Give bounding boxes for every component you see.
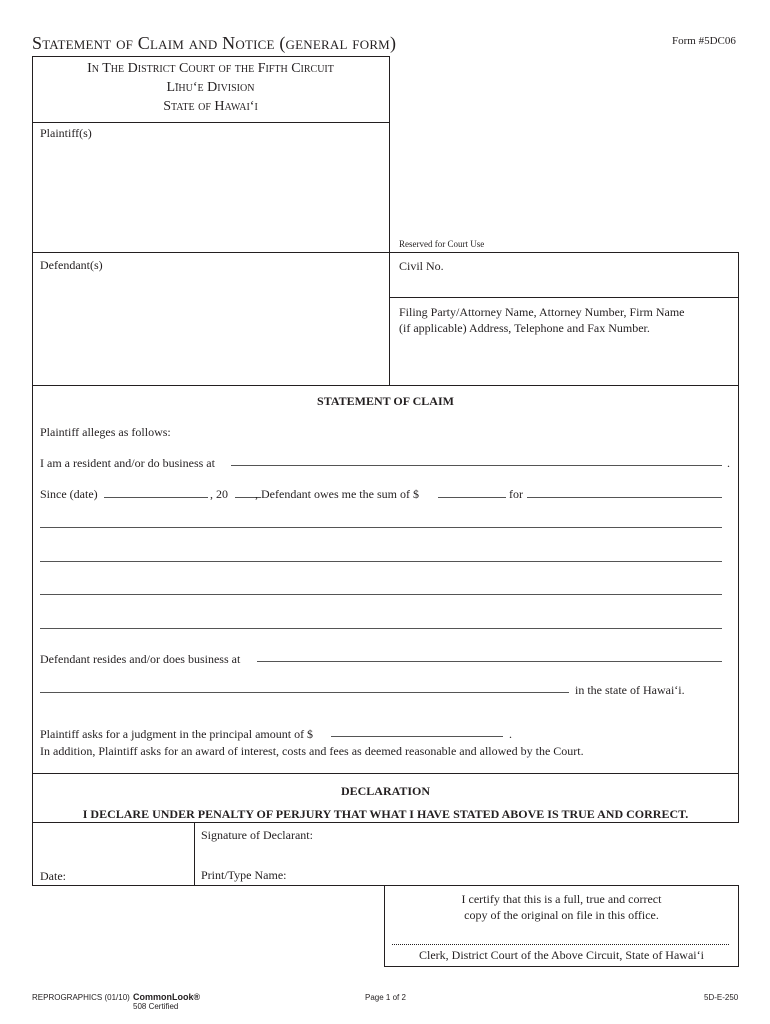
certification-text bbox=[384, 891, 739, 923]
defendant-resides-label: Defendant resides and/or does business at bbox=[40, 652, 241, 666]
owes-label: , Defendant owes me the sum of $ bbox=[255, 487, 419, 501]
certification-bottom bbox=[384, 966, 739, 967]
date-box-left bbox=[32, 822, 33, 885]
resident-label: I am a resident and/or do business at bbox=[40, 456, 215, 470]
judgment-period: . bbox=[509, 727, 512, 741]
page-number: Page 1 of 2 bbox=[365, 993, 406, 1002]
reprographics: REPROGRAPHICS (01/10) bbox=[32, 993, 130, 1002]
left-border-lower bbox=[32, 385, 33, 822]
court-line-1: In The District Court of the Fifth Circuit bbox=[87, 61, 334, 76]
defendant-field[interactable] bbox=[40, 274, 380, 379]
caption-divider bbox=[389, 56, 390, 386]
date-field[interactable] bbox=[75, 862, 187, 882]
reason-line-4[interactable] bbox=[40, 628, 722, 629]
court-line-3: State of Hawai‘i bbox=[163, 99, 258, 114]
clerk-label: Clerk, District Court of the Above Circuit, State of Hawai‘i bbox=[419, 948, 704, 962]
filing-party-line-1: Filing Party/Attorney Name, Attorney Number, Firm Name bbox=[399, 305, 685, 319]
claim-heading: STATEMENT OF CLAIM bbox=[317, 394, 454, 408]
caption-rule bbox=[32, 122, 390, 123]
form-title: Statement of Claim and Notice (general form) bbox=[32, 33, 397, 53]
reserved-label: Reserved for Court Use bbox=[399, 239, 485, 249]
defendant-label: Defendant(s) bbox=[40, 258, 103, 272]
since-label: Since (date) bbox=[40, 487, 98, 501]
commonlook-logo: CommonLook® bbox=[133, 992, 201, 1002]
defendant-address-line-2[interactable] bbox=[40, 692, 569, 693]
defendant-address-field[interactable] bbox=[257, 661, 722, 662]
clerk-signature-line[interactable] bbox=[392, 944, 729, 945]
judgment-label: Plaintiff asks for a judgment in the principal amount of $ bbox=[40, 727, 314, 741]
state-suffix: in the state of Hawai‘i. bbox=[575, 683, 685, 697]
print-name-label: Print/Type Name: bbox=[201, 868, 287, 882]
signature-field[interactable] bbox=[330, 826, 730, 852]
signature-divider bbox=[194, 822, 195, 885]
reason-field[interactable] bbox=[527, 497, 722, 498]
civil-no-field[interactable] bbox=[399, 274, 729, 292]
since-date-field[interactable] bbox=[104, 497, 208, 498]
signature-label: Signature of Declarant: bbox=[201, 828, 313, 842]
court-caption bbox=[33, 59, 388, 116]
civil-no-rule bbox=[389, 297, 739, 298]
interest-text: In addition, Plaintiff asks for an award of interest, costs and fees as deemed reasonable and allowed by the Court. bbox=[40, 744, 584, 758]
resident-period: . bbox=[727, 456, 730, 470]
judgment-amount-field[interactable] bbox=[331, 736, 503, 737]
resident-address-field[interactable] bbox=[231, 465, 722, 466]
date-label: Date: bbox=[40, 869, 66, 883]
certification-line-1: I certify that this is a full, true and correct bbox=[461, 892, 662, 906]
form-code: 5D-E-250 bbox=[704, 993, 739, 1002]
reason-line-3[interactable] bbox=[40, 594, 722, 595]
filing-party-field[interactable] bbox=[399, 340, 729, 380]
filing-party-line-2: (if applicable) Address, Telephone and Fax Number. bbox=[399, 321, 650, 335]
print-name-field[interactable] bbox=[300, 862, 730, 882]
title-rule bbox=[32, 56, 390, 57]
reason-line-1[interactable] bbox=[40, 527, 722, 528]
certified-508: 508 Certified bbox=[133, 1002, 179, 1011]
filing-party-label bbox=[399, 304, 684, 336]
right-border bbox=[738, 252, 739, 822]
reason-line-2[interactable] bbox=[40, 561, 722, 562]
civil-no-label: Civil No. bbox=[399, 259, 444, 273]
parties-rule bbox=[32, 252, 739, 253]
year-prefix: , 20 bbox=[210, 487, 228, 501]
plaintiff-label: Plaintiff(s) bbox=[40, 126, 92, 140]
declaration-heading: DECLARATION bbox=[340, 784, 431, 798]
for-label: for bbox=[509, 487, 523, 501]
declaration-rule bbox=[32, 773, 739, 774]
claim-rule bbox=[32, 385, 739, 386]
alleges-label: Plaintiff alleges as follows: bbox=[40, 425, 171, 439]
signature-rule bbox=[32, 822, 739, 823]
amount-owed-field[interactable] bbox=[438, 497, 506, 498]
certification-rule bbox=[32, 885, 739, 886]
court-line-2: Līhu‘e Division bbox=[166, 80, 255, 95]
form-number: Form #5DC06 bbox=[672, 35, 736, 47]
declaration-statement: I DECLARE UNDER PENALTY OF PERJURY THAT WHAT I HAVE STATED ABOVE IS TRUE AND CORRECT. bbox=[82, 807, 689, 821]
certification-line-2: copy of the original on file in this office. bbox=[464, 908, 659, 922]
plaintiff-field[interactable] bbox=[40, 132, 380, 247]
